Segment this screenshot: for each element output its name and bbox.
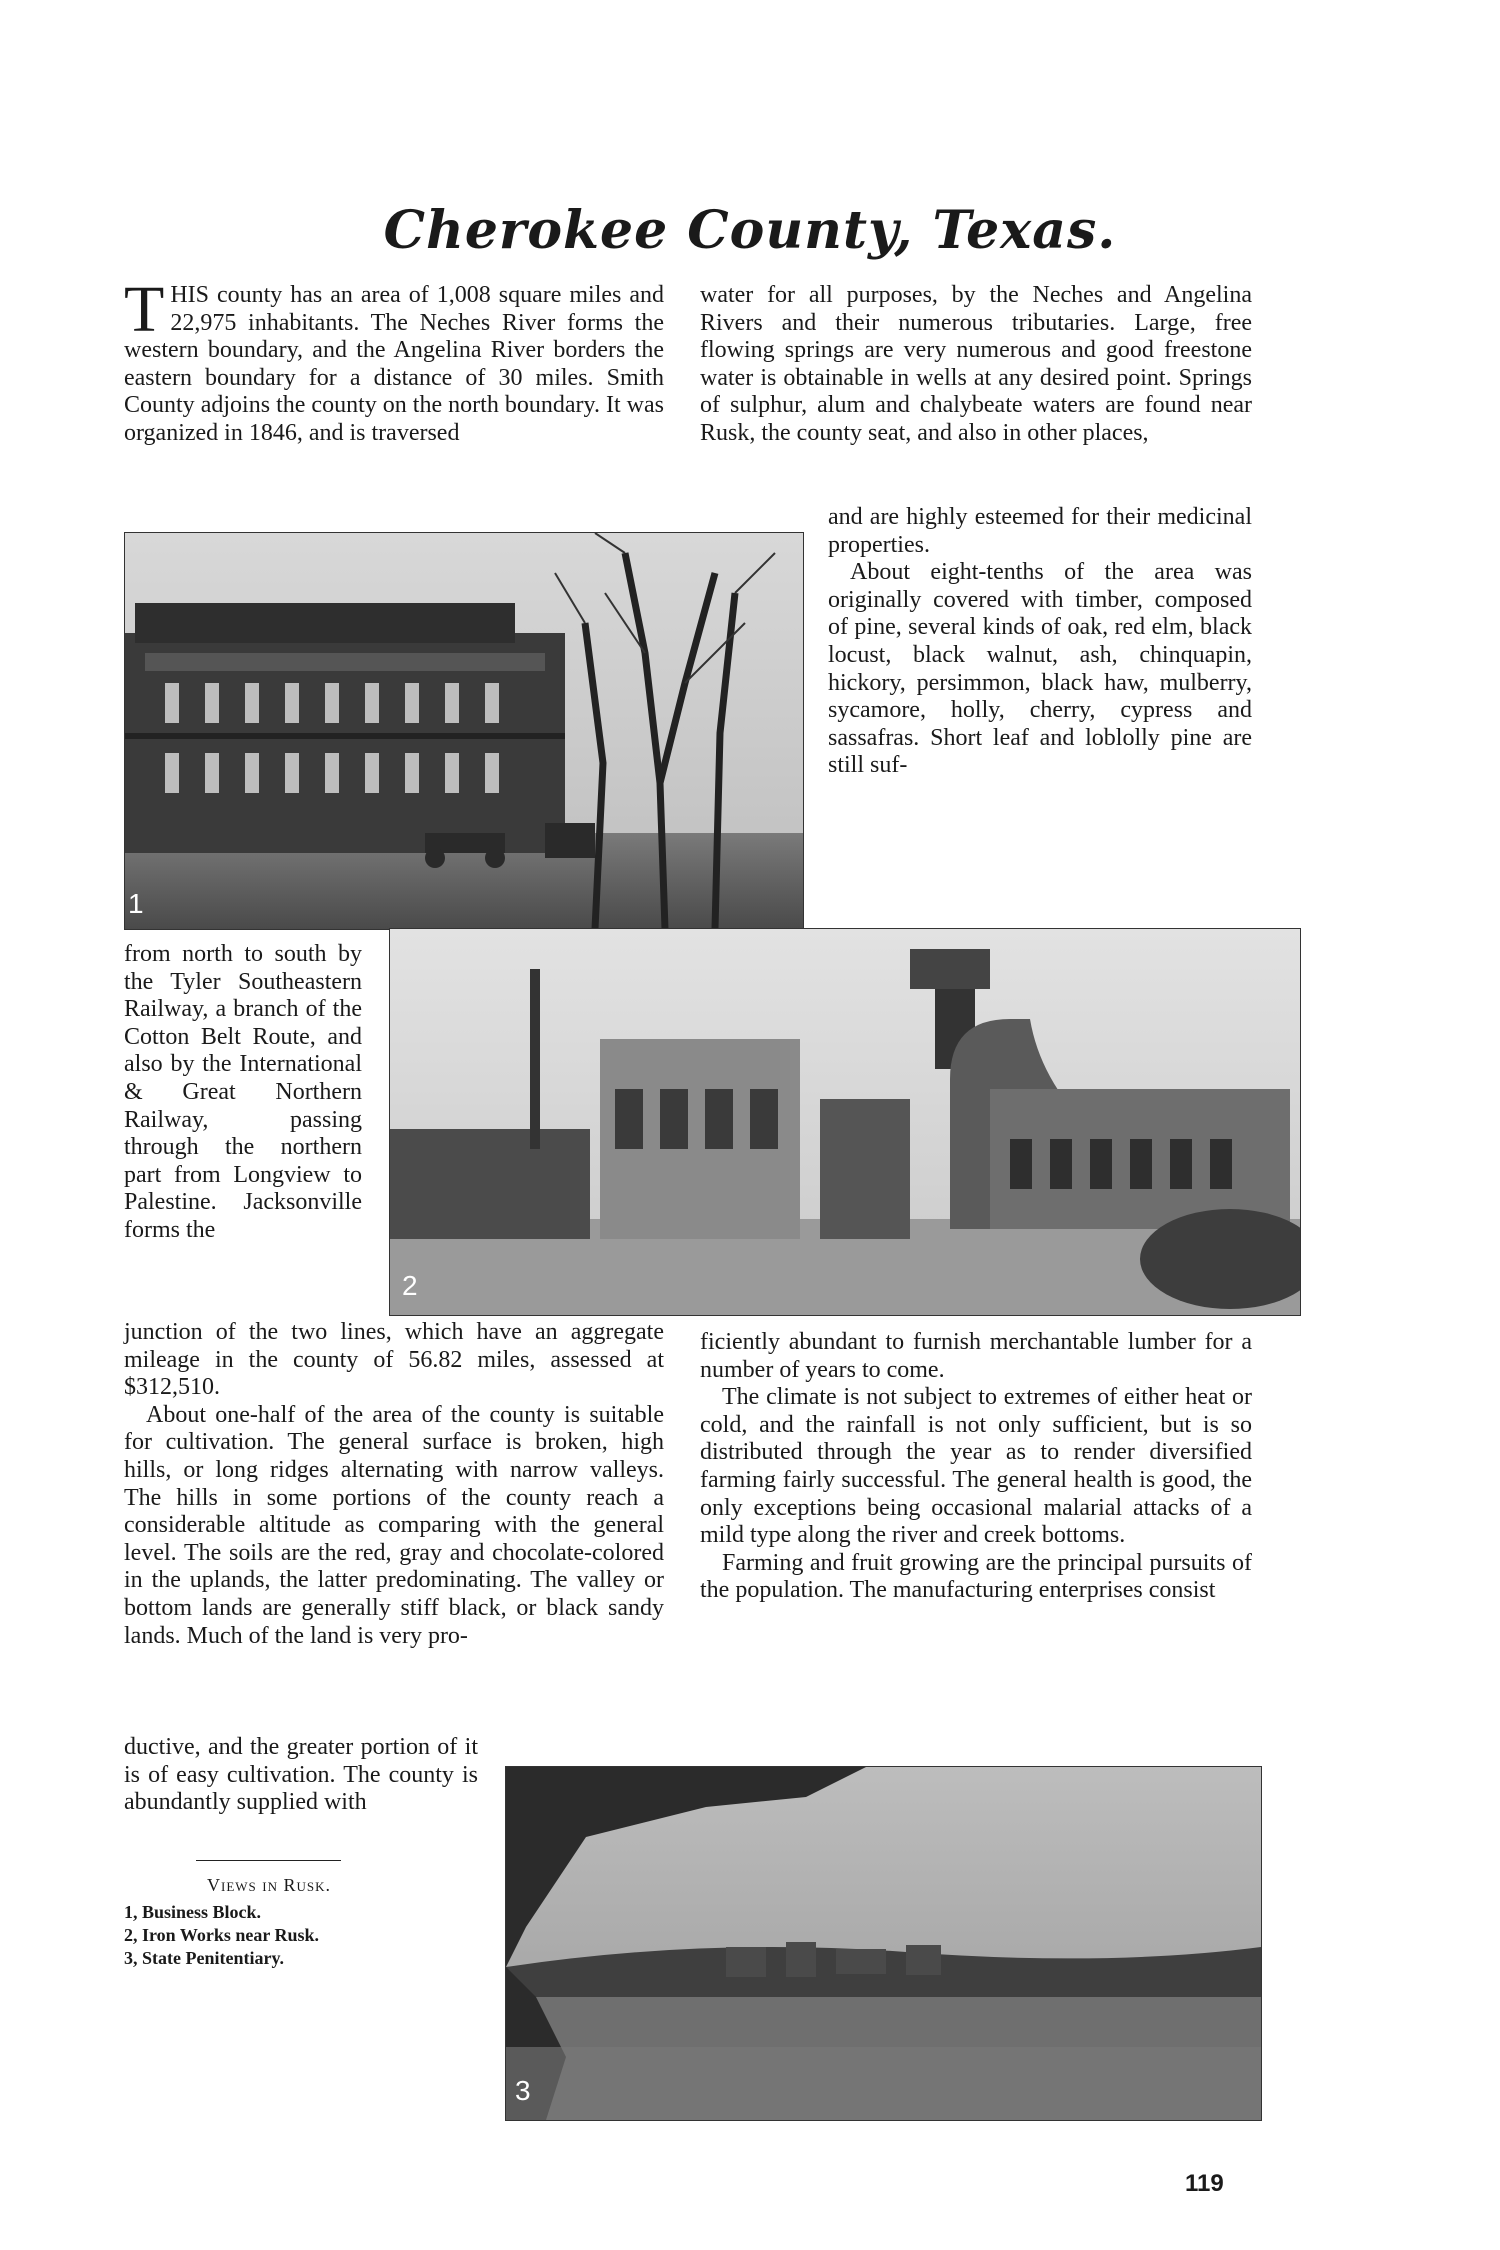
photo-iron-works	[389, 928, 1301, 1316]
page-number: 119	[1185, 2170, 1224, 2197]
photo-3-number: 3	[515, 2075, 531, 2106]
photo-business-block	[124, 532, 804, 930]
farming-paragraph: Farming and fruit growing are the principal pursuits of the population. The manufacturing enterprises consist	[700, 1549, 1252, 1604]
medicinal-paragraph: and are highly esteemed for their medicinal properties.	[828, 504, 1252, 558]
drop-cap: T	[124, 273, 165, 346]
productive-paragraph: ductive, and the greater portion of it is of easy cultivation. The county is abundantly supplied with	[124, 1734, 478, 1816]
caption-item-1: 1, Business Block.	[124, 1902, 262, 1922]
col2-narrow-text	[828, 504, 1252, 780]
photo-state-penitentiary	[505, 1766, 1262, 2121]
page-title: Cherokee County, Texas.	[383, 200, 1117, 261]
col2-mid-text	[700, 1329, 1252, 1605]
cultivation-paragraph: About one-half of the area of the county is suitable for cultivation. The general surface is broken, high hills, or long ridges alternating with narrow valleys. The hills in some portions of the county reach a considerable altitude as comparing with the general level. The soils are the red, gray and chocolate-colored in the uplands, the latter predominating. The valley or bottom lands are generally stiff black, or black sandy lands. Much of the land is very pro-	[124, 1401, 664, 1649]
photo-1-number: 1	[128, 888, 144, 919]
timber-paragraph: About eight-tenths of the area was originally covered with timber, composed of pine, several kinds of oak, red elm, black locust, black walnut, ash, chinquapin, hickory, persimmon, black haw, mulberry, sycamore, holly, cherry, cypress and sassafras. Short leaf and loblolly pine are still suf-	[828, 559, 1252, 779]
col1-narrow-text	[124, 941, 362, 1245]
caption-item-2: 2, Iron Works near Rusk.	[124, 1925, 320, 1945]
junction-paragraph: junction of the two lines, which have an aggregate mileage in the county of 56.82 miles, assessed at $312,510.	[124, 1319, 664, 1401]
col1-top-text	[124, 273, 664, 448]
col1-narrow-bottom-text	[124, 1734, 478, 1817]
caption-item-3: 3, State Penitentiary.	[124, 1948, 284, 1968]
climate-paragraph: The climate is not subject to extremes of either heat or cold, and the rainfall is not only sufficient, but is so distributed through the year as to render diversified farming fairly successful. The general health is good, the only exceptions being occasional malarial attacks of a mild type along the river and creek bottoms.	[700, 1384, 1252, 1549]
caption-rule	[196, 1860, 341, 1861]
intro-paragraph: HIS county has an area of 1,008 square miles and 22,975 inhabitants. The Neches River forms the western boundary, and the Angelina River borders the eastern boundary for a distance of 30 miles. Smith County adjoins the county on the north boundary. It was organized in 1846, and is traversed	[124, 282, 664, 446]
photo-caption	[124, 1874, 414, 1970]
col1-mid-text	[124, 1319, 664, 1650]
caption-heading: Views in Rusk.	[207, 1875, 331, 1895]
photo-2-number: 2	[402, 1270, 418, 1301]
water-paragraph: water for all purposes, by the Neches and Angelina Rivers and their numerous tributaries. Large, free flowing springs are very numerous and good freestone water is obtainable in wells at any desired point. Springs of sulphur, alum and chalybeate waters are found near Rusk, the county seat, and also in other places,	[700, 282, 1252, 446]
railway-paragraph: from north to south by the Tyler Southeastern Railway, a branch of the Cotton Belt Route, and also by the International & Great Northern Railway, passing through the northern part from Longview to Palestine. Jacksonville forms the	[124, 941, 362, 1243]
lumber-paragraph: ficiently abundant to furnish merchantable lumber for a number of years to come.	[700, 1329, 1252, 1383]
col2-top-text	[700, 282, 1252, 448]
